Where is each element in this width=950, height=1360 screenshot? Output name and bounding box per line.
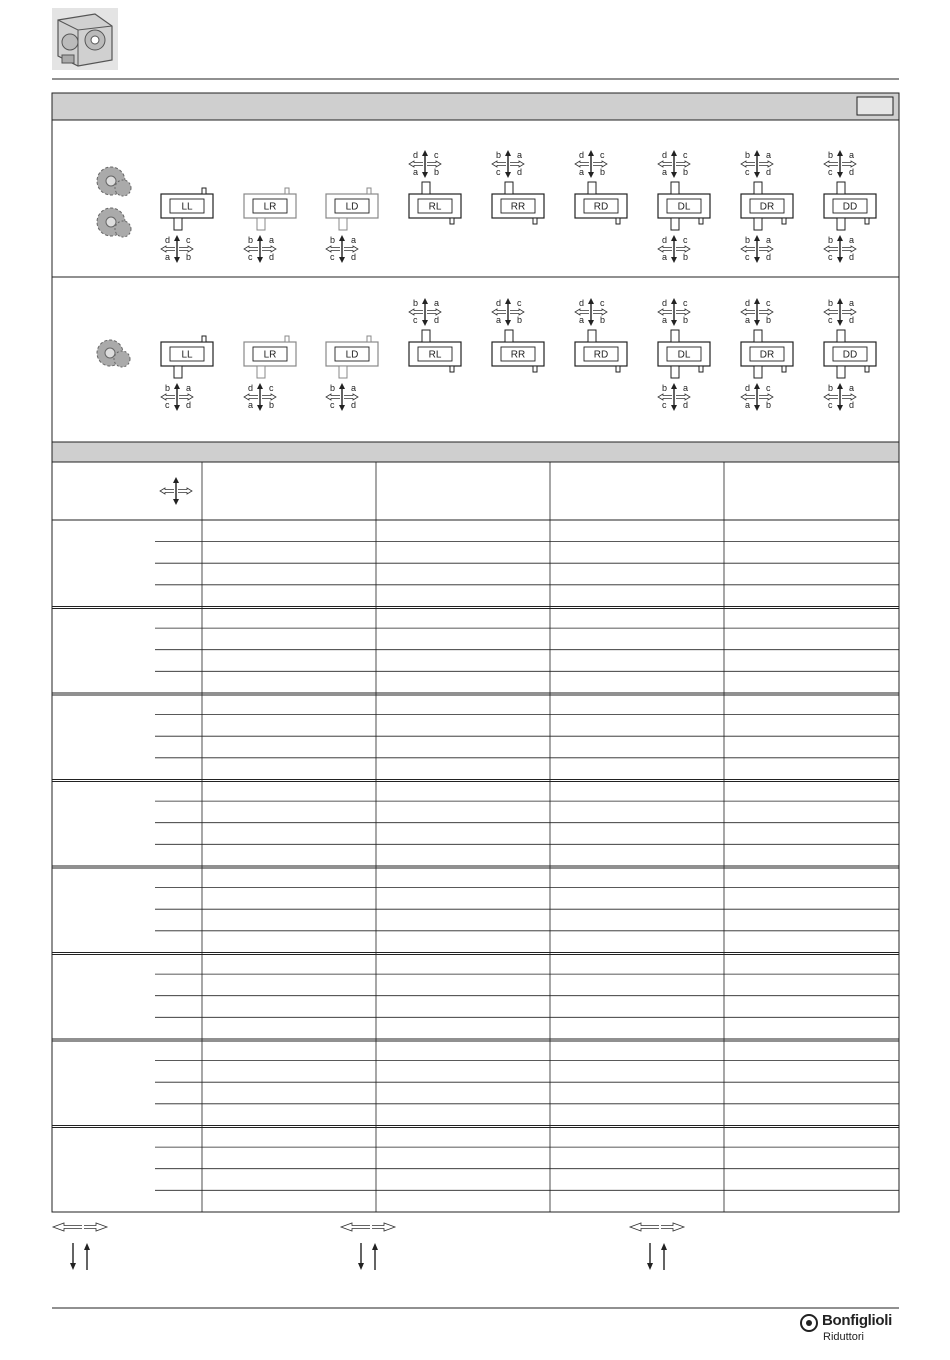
compass-label-tr: a [849, 383, 855, 393]
compass-label-tl: b [828, 383, 834, 393]
compass-label-bl: a [662, 167, 668, 177]
compass-label-bl: c [496, 167, 501, 177]
compass [326, 235, 358, 263]
compass [409, 298, 441, 326]
compass [575, 298, 607, 326]
legend-item [341, 1223, 395, 1270]
compass-label-tl: b [745, 235, 751, 245]
compass-label-tl: d [745, 383, 751, 393]
compass-label-tl: b [165, 383, 171, 393]
compass-label-tr: c [186, 235, 191, 245]
compass-label-tl: d [165, 235, 171, 245]
compass-label-bl: c [745, 167, 750, 177]
single-gear-icon [97, 340, 130, 367]
legend-item [53, 1223, 107, 1270]
compass-label-bl: a [662, 315, 668, 325]
compass-label-tr: a [849, 150, 855, 160]
compass [326, 383, 358, 411]
compass-label-br: b [600, 315, 606, 325]
compass-label-br: d [849, 315, 855, 325]
compass-label-tl: b [828, 150, 834, 160]
compass-label-tl: d [579, 298, 585, 308]
config-code: RL [428, 349, 442, 361]
compass-label-br: b [766, 315, 772, 325]
compass-label-bl: a [579, 315, 585, 325]
compass-label-tl: d [579, 150, 585, 160]
configuration-row-double [161, 150, 876, 263]
compass-label-tr: c [600, 298, 605, 308]
table-group [52, 780, 899, 845]
compass-label-br: d [434, 315, 440, 325]
compass-label-br: d [849, 167, 855, 177]
compass-label-bl: a [496, 315, 502, 325]
configuration-dd [824, 150, 876, 263]
compass-label-br: b [683, 252, 689, 262]
compass-label-tl: b [828, 298, 834, 308]
compass-label-tr: c [434, 150, 439, 160]
config-code: DR [759, 201, 775, 213]
configuration-rl [409, 150, 461, 224]
configuration-ll [161, 336, 213, 411]
configuration-ld [326, 336, 378, 411]
compass-label-bl: c [165, 400, 170, 410]
compass-label-br: d [351, 400, 357, 410]
compass-label-tr: a [849, 298, 855, 308]
compass [824, 383, 856, 411]
configuration-rd [575, 298, 627, 372]
compass-label-br: d [849, 400, 855, 410]
brand-sub: Riduttori [823, 1331, 864, 1343]
compass-label-tl: b [496, 150, 502, 160]
config-code: LR [263, 201, 277, 213]
compass-label-tr: c [600, 150, 605, 160]
configuration-ld [326, 188, 378, 263]
compass-label-tr: c [683, 235, 688, 245]
compass-label-br: b [517, 315, 523, 325]
configuration-dr [741, 298, 793, 411]
compass-label-tr: a [517, 150, 523, 160]
compass-label-tl: b [330, 235, 336, 245]
compass-label-tl: d [248, 383, 254, 393]
table-group [52, 1126, 899, 1191]
configuration-dr [741, 150, 793, 263]
compass-label-bl: a [165, 252, 171, 262]
compass-label-tl: d [496, 298, 502, 308]
configuration-dd [824, 298, 876, 411]
rotation-legend [53, 1223, 684, 1270]
compass-label-br: d [517, 167, 523, 177]
configuration-rd [575, 150, 627, 224]
compass-label-bl: c [330, 252, 335, 262]
configuration-ll [161, 188, 213, 263]
configuration-dl [658, 150, 710, 263]
compass-label-tl: d [662, 150, 668, 160]
compass [824, 298, 856, 326]
double-gear-icon [97, 167, 131, 237]
compass-label-bl: a [579, 167, 585, 177]
table-group [52, 866, 899, 931]
compass-label-br: d [766, 167, 772, 177]
compass [658, 298, 690, 326]
compass-label-bl: c [413, 315, 418, 325]
config-code: LD [345, 201, 359, 213]
compass-label-tr: a [269, 235, 275, 245]
compass-label-br: d [766, 252, 772, 262]
compass [161, 383, 193, 411]
compass-label-bl: a [662, 252, 668, 262]
compass-label-tl: b [248, 235, 254, 245]
config-code: LL [181, 349, 193, 361]
compass [658, 235, 690, 263]
compass [575, 150, 607, 178]
config-code: LR [263, 349, 277, 361]
config-code: DR [759, 349, 775, 361]
configuration-lr [244, 188, 296, 263]
compass-label-tr: c [683, 150, 688, 160]
compass-label-bl: c [828, 400, 833, 410]
brand-mark-icon [800, 1314, 818, 1332]
compass-label-br: b [186, 252, 192, 262]
compass-label-br: b [600, 167, 606, 177]
configuration-row-single [161, 298, 876, 411]
compass [160, 477, 192, 505]
brand-name: Bonfiglioli [822, 1312, 893, 1329]
compass [741, 298, 773, 326]
compass-label-tl: b [413, 298, 419, 308]
gear-unit-icon [52, 8, 118, 70]
compass [409, 150, 441, 178]
compass-label-tl: b [828, 235, 834, 245]
table-group [52, 693, 899, 758]
compass-label-tr: a [351, 235, 357, 245]
compass-label-br: d [186, 400, 192, 410]
compass [161, 235, 193, 263]
compass-label-bl: c [828, 167, 833, 177]
compass-label-tr: c [517, 298, 522, 308]
table-group [52, 607, 899, 672]
compass-label-br: d [849, 252, 855, 262]
compass-label-bl: c [828, 252, 833, 262]
config-code: RD [593, 201, 609, 213]
page-tab [857, 97, 893, 115]
config-code: RR [510, 201, 526, 213]
compass-label-tr: a [766, 235, 772, 245]
config-code: DD [842, 349, 858, 361]
config-code: LL [181, 201, 193, 213]
configuration-rl [409, 298, 461, 372]
compass [824, 150, 856, 178]
table-group [52, 1039, 899, 1104]
compass [658, 150, 690, 178]
main-frame [52, 93, 899, 1212]
data-table [52, 462, 899, 1212]
compass-label-br: b [269, 400, 275, 410]
config-code: DL [677, 349, 691, 361]
compass-label-tl: b [330, 383, 336, 393]
configuration-rr [492, 150, 544, 224]
compass-label-br: d [683, 400, 689, 410]
configuration-rr [492, 298, 544, 372]
compass-label-br: d [269, 252, 275, 262]
compass [244, 235, 276, 263]
compass-label-tl: d [662, 298, 668, 308]
config-code: DL [677, 201, 691, 213]
config-code: RR [510, 349, 526, 361]
title-band [52, 93, 899, 120]
compass-label-tr: c [766, 383, 771, 393]
compass [244, 383, 276, 411]
compass [492, 298, 524, 326]
compass-label-tr: a [434, 298, 440, 308]
compass-label-bl: a [745, 315, 751, 325]
compass-label-tr: a [186, 383, 192, 393]
table-header-band [52, 442, 899, 462]
compass-label-br: d [351, 252, 357, 262]
compass-label-bl: c [248, 252, 253, 262]
compass-label-bl: a [745, 400, 751, 410]
config-code: RD [593, 349, 609, 361]
compass [658, 383, 690, 411]
compass-label-br: b [766, 400, 772, 410]
compass [741, 150, 773, 178]
compass-label-bl: c [662, 400, 667, 410]
compass-label-bl: c [330, 400, 335, 410]
configuration-dl [658, 298, 710, 411]
compass-label-tr: a [766, 150, 772, 160]
direction-compass-icon [160, 477, 192, 505]
compass [741, 235, 773, 263]
compass-label-bl: c [828, 315, 833, 325]
compass-label-tl: d [662, 235, 668, 245]
config-code: RL [428, 201, 442, 213]
compass-label-tl: b [745, 150, 751, 160]
compass-label-br: b [683, 315, 689, 325]
compass-label-tr: a [351, 383, 357, 393]
compass-label-bl: a [413, 167, 419, 177]
compass-label-tl: d [413, 150, 419, 160]
compass-label-tl: b [662, 383, 668, 393]
legend-item [630, 1223, 684, 1270]
compass [741, 383, 773, 411]
config-code: DD [842, 201, 858, 213]
compass-label-br: b [683, 167, 689, 177]
compass-label-tr: c [683, 298, 688, 308]
table-group [52, 520, 899, 585]
compass-label-bl: a [248, 400, 254, 410]
compass-label-tr: a [683, 383, 689, 393]
compass-label-tl: d [745, 298, 751, 308]
compass [824, 235, 856, 263]
compass-label-tr: c [269, 383, 274, 393]
compass-label-tr: a [849, 235, 855, 245]
table-group [52, 953, 899, 1018]
compass-label-tr: c [766, 298, 771, 308]
compass-label-br: b [434, 167, 440, 177]
compass-label-bl: c [745, 252, 750, 262]
configuration-lr [244, 336, 296, 411]
compass [492, 150, 524, 178]
brand-logo [800, 1312, 910, 1352]
config-code: LD [345, 349, 359, 361]
